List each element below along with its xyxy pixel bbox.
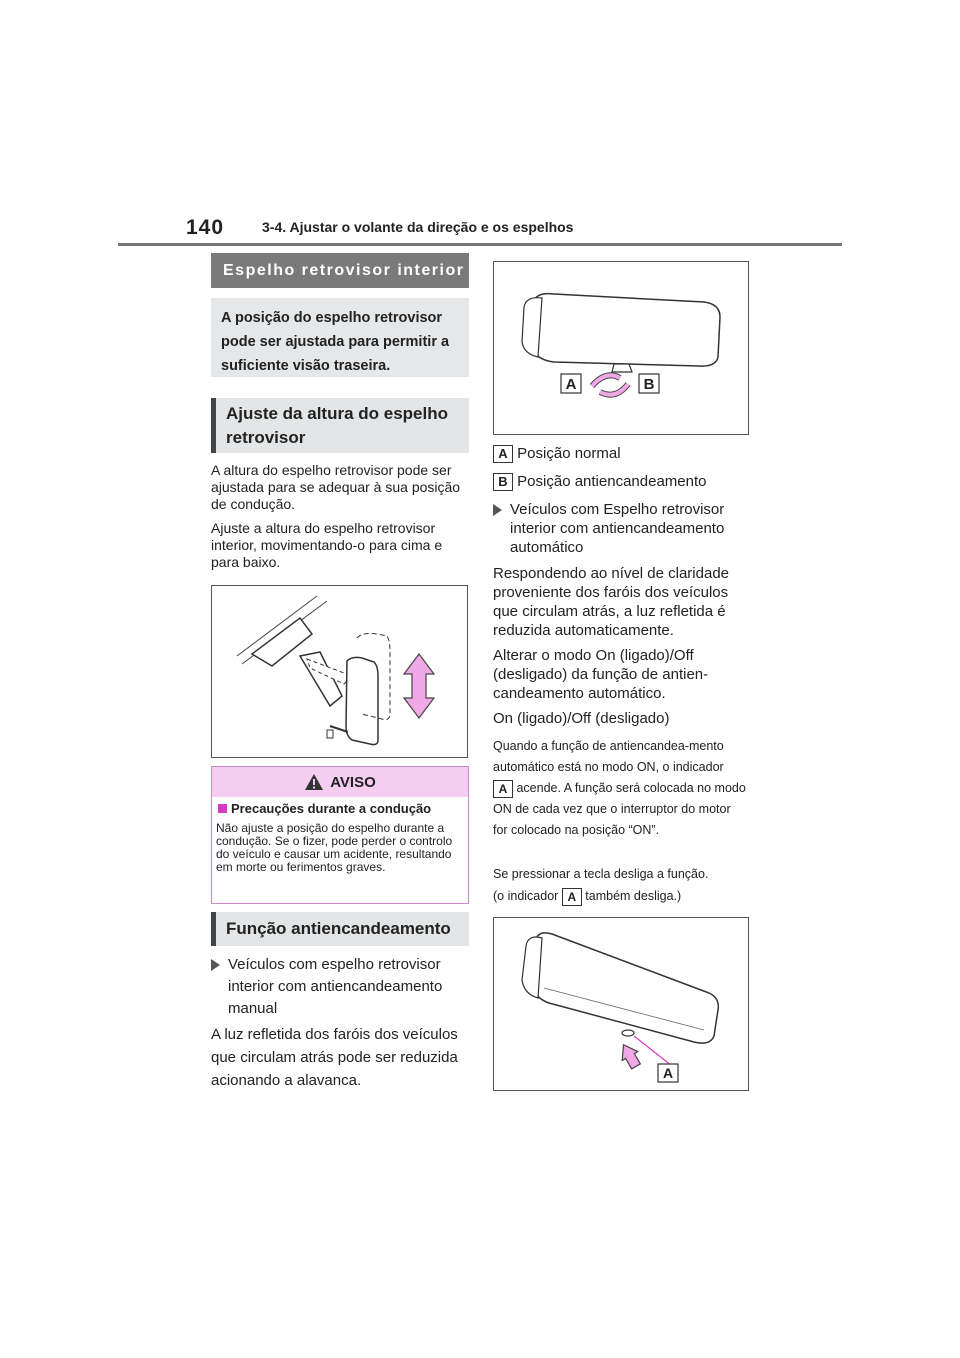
warning-box [211,766,469,904]
note-2: Se pressionar a tecla desliga a função. (o indicador A também desliga.) [493,867,709,904]
bullet-arrow-icon [211,959,220,971]
antiglare-lever-figure [493,261,749,435]
auto-mirror-figure [493,917,749,1091]
legend-b: B Posição antiencandeamento [493,472,706,491]
height-paragraph-2: Ajuste a altura do espelho retrovisor interior, movimentando-o para cima e para baixo. [211,520,443,570]
height-heading: Ajuste da altura do espelho retrovisor [211,398,469,453]
manual-bullet: Veículos com espelho retrovisor interior com antiencandeamento manual [211,954,469,1020]
height-paragraph-1: A altura do espelho retrovisor pode ser ajustada para se adequar à sua posição de condução. [211,462,461,512]
chapter-title: 3-4. Ajustar o volante da direção e os espelhos [262,219,574,235]
auto-mirror-illustration [494,918,748,1090]
antiglare-mirror-illustration [494,262,748,434]
legend-a: A Posição normal [493,444,621,463]
auto-bullet: Veículos com Espelho retrovisor interior com antiencandeamento automático [493,500,749,557]
pink-square-icon [218,804,227,813]
auto-paragraph-1: Respondendo ao nível de claridade proveniente dos faróis dos veículos que circulam atrás, a luz refletida é reduzida automaticamente. [493,565,730,639]
warning-triangle-icon [304,773,324,791]
warning-subtitle: Precauções durante a condução [218,801,431,816]
label-box-a: A [562,888,582,906]
antiglare-heading: Função antiencandeamento [211,912,469,946]
label-box-a: A [493,780,513,798]
label-box-a: A [493,445,513,463]
page-number: 140 [186,216,225,239]
label-box-b: B [493,473,513,491]
manual-text: A luz refletida dos faróis dos veículos que circulam atrás pode ser reduzida acionando a alavanca. [211,1026,458,1089]
bullet-arrow-icon [493,504,502,516]
fig2-label-a: A [662,1065,674,1081]
warning-header [212,767,468,797]
fig1-label-b: B [643,376,655,393]
mirror-height-illustration [212,586,467,757]
warning-text: Não ajuste a posição do espelho durante a condução. Se o fizer, pode perder o controlo do veículo e causar um acidente, resultando em morte ou ferimentos graves. [216,821,453,874]
auto-paragraph-3: On (ligado)/Off (desligado) [493,710,670,727]
header-divider [118,243,842,246]
auto-paragraph-2: Alterar o modo On (ligado)/Off (desligado) da função de antien-candeamento automático. [493,647,709,702]
fig1-label-a: A [565,376,577,393]
mirror-height-figure [211,585,468,758]
warning-title: AVISO [330,773,376,791]
section-banner: Espelho retrovisor interior [211,253,469,288]
intro-box: A posição do espelho retrovisor pode ser ajustada para permitir a suficiente visão traseira. [211,298,469,377]
note-1: Quando a função de antiencandea-mento automático está no modo ON, o indicador A acende. A função será colocada no modo ON de cada vez que o interruptor do motor for colocado na posição “ON”. [493,739,746,837]
